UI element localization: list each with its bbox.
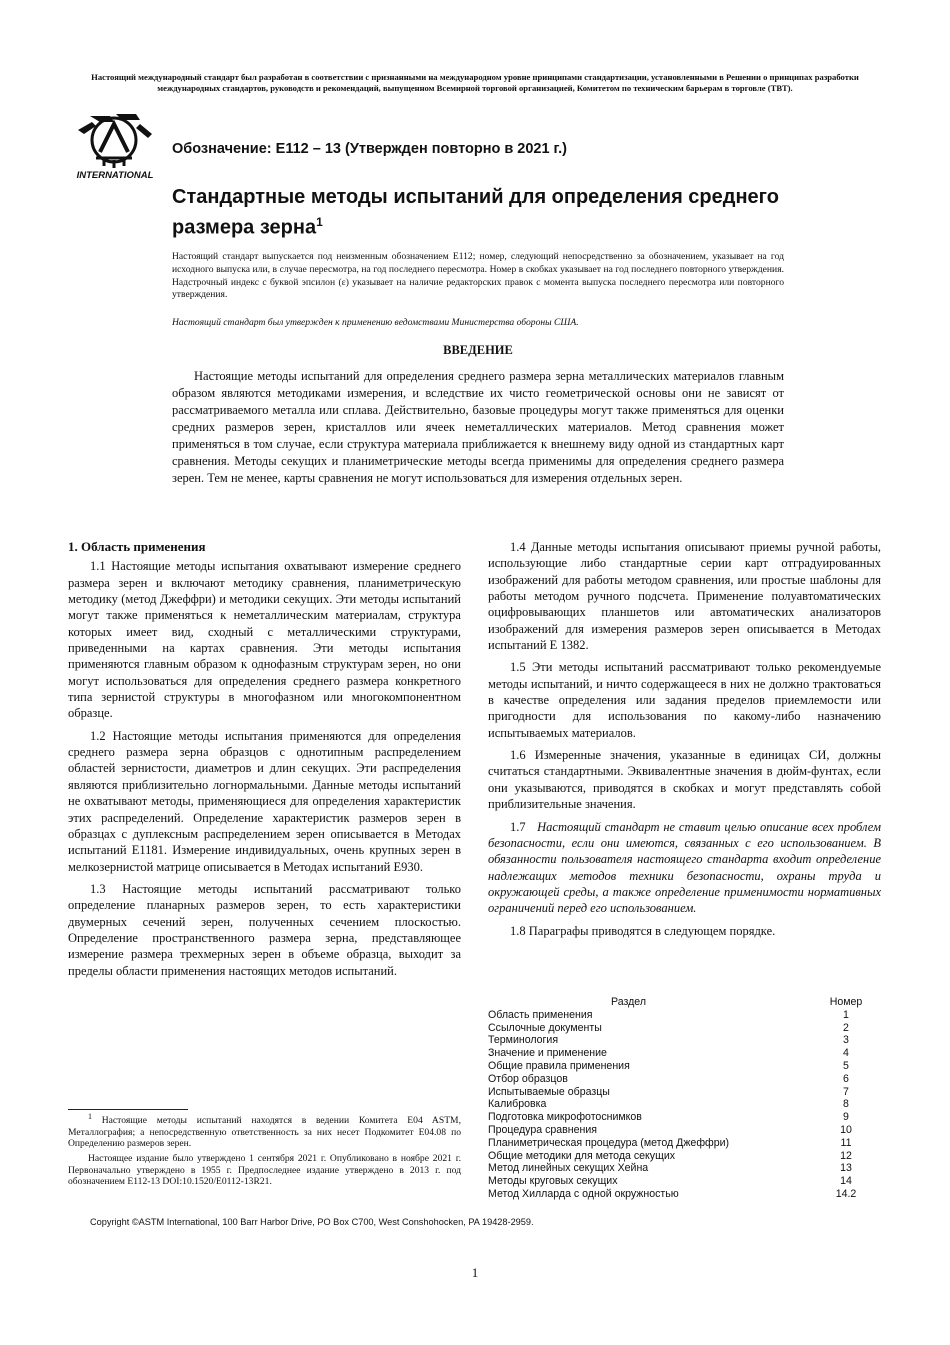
- paragraph-1-7-text: Настоящий стандарт не ставит целью описание всех проблем безопасности, если они имеются, связанных с его использованием. В обязанности пользователя настоящего стандарта входит определение надлежащих методов техники безопасности, охраны труда и окружающей среды, а также определение применимости нормативных ограничений перед его использованием.: [488, 819, 881, 916]
- footnote-2: Настоящее издание было утверждено 1 сентября 2021 г. Опубликовано в ноябре 2021 г. Первоначально утверждено в 1955 г. Предпоследнее издание утверждено в 2013 г. под обозначением E112-13 DOI:10.1520/E0112-13R21.: [68, 1153, 461, 1188]
- astm-logo-icon: [70, 112, 160, 180]
- section-name: Планиметрическая процедура (метод Джеффри): [488, 1136, 730, 1149]
- table-row: [488, 1047, 883, 1060]
- intro-paragraph: Настоящие методы испытаний для определения среднего размера зерна металлических материалов главным образом являются методиками измерения, и вследствие их чисто геометрической основы они не зависят от рассматриваемого металла или сплава. Действительно, базовые процедуры могут также применяться для оценки средних размеров зерен, кристаллов или ячеек неметаллических материалов. Метод сравнения может применяться в том случае, если структура материала приближается к внешнему виду одной из стандартных карт сравнения. Методы секущих и планиметрические методы всегда применимы для определения среднего размера зерен. Тем не менее, карты сравнения не могут использоваться для измерения отдельных зерен.: [172, 369, 784, 485]
- sections-table: [488, 996, 883, 1201]
- approved-note: Настоящий стандарт был утвержден к применению ведомствами Министерства обороны США.: [172, 317, 579, 328]
- page-number: 1: [471, 1265, 479, 1280]
- column-header-number: Номер: [829, 996, 863, 1008]
- section-number: 4: [843, 1047, 849, 1060]
- section-number: 11: [840, 1136, 852, 1149]
- section-number: 9: [843, 1111, 849, 1124]
- section-number: 5: [843, 1059, 849, 1072]
- paragraph-1-4: 1.4 Данные методы испытания описывают приемы ручной работы, использующие либо стандартные серии карт отградуированных изображений для работы методом сравнения, или простые шаблоны для работы методом ручного подсчета. Применение полуавтоматических оцифровывающих планшетов или автоматических анализаторов изображений для измерения размеров зерен описывается в Методах испытаний E 1382.: [488, 540, 881, 653]
- section-number: 12: [840, 1149, 852, 1162]
- astm-logo: [70, 112, 160, 180]
- table-row: [488, 1162, 883, 1175]
- paragraph-1-5: 1.5 Эти методы испытаний рассматривают только рекомендуемые методы испытаний, и ничто содержащееся в них не должно трактоваться в качестве определения или задания пределов приемлемости или пригодности для использования по какому-либо назначению испытываемых материалов.: [488, 660, 881, 740]
- left-column: [68, 539, 461, 985]
- section-name: Значение и применение: [488, 1047, 607, 1060]
- section-number: 14: [840, 1175, 852, 1188]
- international-standard-notice: Настоящий международный стандарт был разработан в соответствии с признанными на международном уровне принципами стандартизации, установленными в Решении о принципах разработки международных стандартов, руководств и рекомендаций, выпущенном Всемирной торговой организацией, Комитетом по техническим барьерам в торговле (ТВТ).: [91, 72, 859, 93]
- paragraph-1-1: 1.1 Настоящие методы испытания охватывают измерение среднего размера зерен и включают методику сравнения, планиметрическую методику (метод Джеффри) и методики секущих. Эти методы испытаний могут также применяться к неметаллическим материалам, структура которых имеет вид, сходный с металлическими структурами, приведенными на картах сравнения. Эти методы испытания применяются главным образом к однофазным структурам зерен, но они могут использоваться для определения среднего размера конкретного типа зернистой структуры в многофазном или многокомпонентном образце.: [68, 559, 461, 721]
- table-row: [488, 1124, 883, 1137]
- paragraph-1-2: 1.2 Настоящие методы испытания применяются для определения среднего размера зерна образцов с однотипным распределением областей зернистости, диаметров и длин секущих. Эти распределения являются приблизительно логнормальными. Данные методы испытаний не охватывают методы, применяющиеся для определения характеристик этих распределений. Определение характеристик размеров зерен в образцах с дуплексным распределением зерен описывается в Методах испытаний E1181. Измерение индивидуальных, очень крупных зерен в мелкозернистой матрице описывается в Методах испытаний E930.: [68, 728, 461, 874]
- footnotes: [68, 1111, 461, 1192]
- table-row: [488, 1175, 883, 1188]
- designation: Обозначение: E112 – 13 (Утвержден повторно в 2021 г.): [172, 141, 568, 157]
- right-column: [488, 539, 881, 945]
- section-name: Метод линейных секущих Хейна: [488, 1162, 649, 1175]
- section-name: Подготовка микрофотоснимков: [488, 1111, 642, 1124]
- footnote-1: [68, 1111, 461, 1149]
- section-name: Область применения: [488, 1008, 593, 1021]
- section-number: 8: [843, 1098, 849, 1111]
- table-row: [488, 1188, 883, 1201]
- section-name: Калибровка: [488, 1098, 547, 1111]
- section-name: Методы круговых секущих: [488, 1175, 618, 1188]
- title-text: Стандартные методы испытаний для определения среднего размера зерна: [172, 186, 779, 239]
- section-name: Терминология: [488, 1034, 559, 1047]
- section-name: Процедура сравнения: [488, 1123, 598, 1136]
- section-number: 10: [840, 1123, 852, 1136]
- table-row: [488, 1086, 883, 1099]
- table-row: [488, 1060, 883, 1073]
- section-name: Испытываемые образцы: [488, 1085, 610, 1098]
- table-row: [488, 1034, 883, 1047]
- section-name: Ссылочные документы: [488, 1021, 602, 1034]
- footnote-1-text: Настоящие методы испытаний находятся в ведении Комитета E04 ASTM, Металлография; а непосредственную ответственность за них несет Подкомитет E04.08 по Определению размеров зерен.: [68, 1115, 461, 1149]
- section-name: Общие методики для метода секущих: [488, 1149, 676, 1162]
- footnote-1-mark: 1: [88, 1112, 92, 1121]
- section-name: Метод Хилларда с одной окружностью: [488, 1187, 679, 1200]
- table-row: [488, 1022, 883, 1035]
- section-number: 3: [843, 1034, 849, 1047]
- section-name: Отбор образцов: [488, 1072, 568, 1085]
- paragraph-1-3: 1.3 Настоящие методы испытаний рассматривают только определение планарных размеров зерен, то есть характеристики двумерных сечений зерен, полученных сечением плоскостью. Определение пространственного размера зерна, представляющее измерение размера трехмерных зерен в объеме образца, выходит за пределы области применения настоящих методов испытаний.: [68, 881, 461, 978]
- logo-subtitle: INTERNATIONAL: [76, 170, 154, 180]
- section-number: 13: [840, 1162, 852, 1175]
- table-row: [488, 1098, 883, 1111]
- table-row: [488, 1073, 883, 1086]
- paragraph-1-7: [488, 819, 881, 917]
- section-name: Общие правила применения: [488, 1059, 630, 1072]
- section-number: 7: [843, 1085, 849, 1098]
- section-number: 1: [843, 1008, 849, 1021]
- title-footnote-ref: 1: [316, 215, 323, 229]
- copyright: Copyright ©ASTM International, 100 Barr Harbor Drive, PO Box C700, West Conshohocken, PA 19428-2959.: [90, 1217, 534, 1227]
- table-row: [488, 1137, 883, 1150]
- table-row: [488, 1150, 883, 1163]
- issued-note: Настоящий стандарт выпускается под неизменным обозначением E112; номер, следующий непосредственно за обозначением, указывает на год исходного выпуска или, в случае пересмотра, на год последнего пересмотра. Номер в скобках указывает на год последнего повторного утверждения. Надстрочный индекс с буквой эпсилон (ε) указывает на наличие редакторских правок с момента выпуска последнего пересмотра или повторного утверждения.: [172, 251, 784, 301]
- column-header-section: Раздел: [610, 996, 646, 1008]
- paragraph-1-6: 1.6 Измеренные значения, указанные в единицах СИ, должны считаться стандартными. Эквивалентные значения в дюйм-фунтах, если они указываются, приводятся в скобках и могут представлять собой приблизительные значения.: [488, 748, 881, 812]
- footnote-divider: [68, 1109, 188, 1110]
- table-header: [488, 996, 883, 1009]
- section-number: 6: [843, 1072, 849, 1085]
- intro-heading: ВВЕДЕНИЕ: [443, 343, 513, 357]
- section-number: 14.2: [835, 1187, 857, 1200]
- table-row: [488, 1009, 883, 1022]
- page-title: [172, 185, 812, 241]
- section-number: 2: [843, 1021, 849, 1034]
- paragraph-1-8: 1.8 Параграфы приводятся в следующем порядке.: [510, 923, 776, 938]
- table-row: [488, 1111, 883, 1124]
- section-1-heading: 1. Область применения: [68, 539, 206, 554]
- paragraph-1-7-number: 1.7: [510, 819, 526, 834]
